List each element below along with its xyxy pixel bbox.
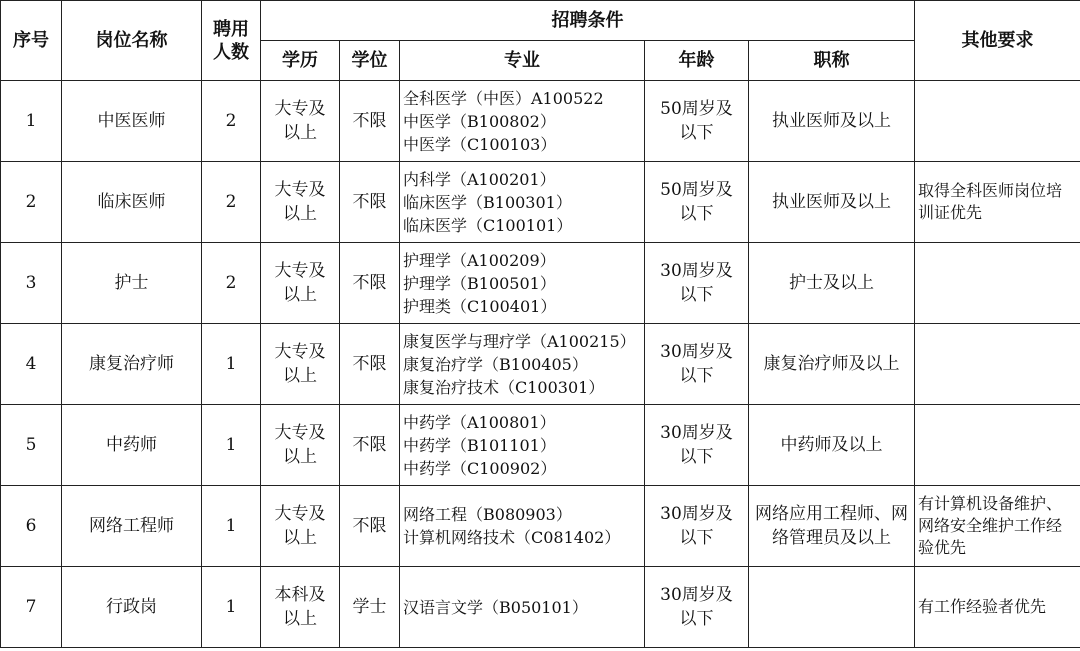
- cell-age-line: 以下: [679, 123, 714, 143]
- cell-title-line: 网络应用工程师、网: [755, 504, 908, 524]
- cell-degree: 学士: [340, 567, 400, 648]
- cell-no: 5: [1, 405, 62, 486]
- cell-age-line: 30周岁及: [660, 261, 733, 281]
- cell-major-line: 中药学（B101101）: [403, 435, 556, 455]
- table-row: [1, 567, 1080, 648]
- header-conditions: 招聘条件: [261, 1, 915, 41]
- cell-major-line: 康复医学与理疗学（A100215）: [403, 331, 636, 351]
- cell-title-line: 络管理员及以上: [772, 528, 891, 548]
- cell-title: [749, 162, 915, 243]
- cell-degree: 不限: [340, 81, 400, 162]
- cell-major-line: 临床医学（B100301）: [403, 192, 572, 212]
- cell-education: [261, 486, 340, 567]
- cell-degree: 不限: [340, 243, 400, 324]
- cell-count: 1: [202, 324, 261, 405]
- cell-other: [915, 324, 1080, 405]
- table-row: [1, 405, 1080, 486]
- cell-education-line: 以上: [283, 123, 317, 143]
- cell-title: [749, 324, 915, 405]
- cell-education: [261, 243, 340, 324]
- cell-title: [749, 567, 915, 648]
- cell-education-line: 大专及: [274, 99, 326, 119]
- header-other: 其他要求: [915, 1, 1080, 81]
- header-education: 学历: [261, 41, 340, 81]
- cell-major: [400, 243, 645, 324]
- table-row: [1, 324, 1080, 405]
- cell-post: 护士: [62, 243, 202, 324]
- cell-major: [400, 162, 645, 243]
- header-count-line1: 聘用: [213, 18, 249, 40]
- cell-major: [400, 567, 645, 648]
- cell-degree: 不限: [340, 486, 400, 567]
- cell-age-line: 50周岁及: [660, 180, 733, 200]
- header-title: 职称: [749, 41, 915, 81]
- header-no: 序号: [1, 1, 62, 81]
- cell-major: [400, 405, 645, 486]
- table-body: [1, 81, 1080, 648]
- cell-age-line: 50周岁及: [660, 99, 733, 119]
- cell-other-line: 网络安全维护工作经: [918, 516, 1063, 535]
- cell-post: 行政岗: [62, 567, 202, 648]
- cell-major-line: 中药学（C100902）: [403, 458, 557, 478]
- cell-major: [400, 486, 645, 567]
- cell-other: [915, 567, 1080, 648]
- cell-post: 中医医师: [62, 81, 202, 162]
- header-age: 年龄: [645, 41, 749, 81]
- cell-count: 2: [202, 243, 261, 324]
- cell-no: 6: [1, 486, 62, 567]
- cell-title: [749, 405, 915, 486]
- cell-education: [261, 405, 340, 486]
- cell-major: [400, 324, 645, 405]
- header-major: 专业: [400, 41, 645, 81]
- cell-other: [915, 243, 1080, 324]
- cell-education: [261, 162, 340, 243]
- cell-title-line: 执业医师及以上: [772, 111, 891, 131]
- cell-other: [915, 81, 1080, 162]
- cell-age-line: 以下: [679, 366, 714, 386]
- cell-age-line: 以下: [679, 285, 714, 305]
- cell-education-line: 大专及: [274, 423, 326, 443]
- cell-age: [645, 162, 749, 243]
- cell-age-line: 30周岁及: [660, 504, 733, 524]
- cell-major-line: 汉语言文学（B050101）: [403, 597, 588, 617]
- cell-post: 临床医师: [62, 162, 202, 243]
- cell-education-line: 以上: [283, 285, 317, 305]
- cell-age-line: 以下: [679, 204, 714, 224]
- table-row: [1, 243, 1080, 324]
- cell-major-line: 中医学（C100103）: [403, 134, 557, 154]
- cell-no: 7: [1, 567, 62, 648]
- cell-count: 1: [202, 567, 261, 648]
- cell-other: [915, 405, 1080, 486]
- cell-education-line: 大专及: [274, 342, 326, 362]
- cell-degree: 不限: [340, 162, 400, 243]
- cell-count: 2: [202, 81, 261, 162]
- cell-age: [645, 405, 749, 486]
- cell-major-line: 护理学（A100209）: [403, 250, 556, 270]
- cell-age-line: 30周岁及: [660, 423, 733, 443]
- table-row: [1, 81, 1080, 162]
- cell-count: 1: [202, 486, 261, 567]
- cell-age: [645, 243, 749, 324]
- cell-education-line: 以上: [283, 204, 317, 224]
- cell-education-line: 大专及: [274, 504, 326, 524]
- cell-title: [749, 486, 915, 567]
- cell-other: [915, 162, 1080, 243]
- cell-education-line: 本科及: [274, 585, 326, 605]
- cell-major-line: 中药学（A100801）: [403, 412, 556, 432]
- cell-no: 4: [1, 324, 62, 405]
- cell-title-line: 康复治疗师及以上: [763, 354, 900, 374]
- cell-post: 中药师: [62, 405, 202, 486]
- cell-education: [261, 324, 340, 405]
- cell-education-line: 以上: [283, 528, 317, 548]
- cell-major-line: 临床医学（C100101）: [403, 215, 573, 235]
- header-post: 岗位名称: [62, 1, 202, 81]
- cell-major-line: 网络工程（B080903）: [403, 505, 572, 524]
- cell-age-line: 30周岁及: [660, 585, 733, 605]
- cell-age: [645, 324, 749, 405]
- cell-title-line: 执业医师及以上: [772, 192, 891, 212]
- header-count: [202, 1, 261, 81]
- cell-count: 1: [202, 405, 261, 486]
- cell-major-line: 康复治疗学（B100405）: [403, 354, 588, 374]
- header-row-main: [1, 1, 1080, 41]
- cell-other-line: 取得全科医师岗位培: [918, 181, 1063, 200]
- cell-education: [261, 81, 340, 162]
- cell-title: [749, 243, 915, 324]
- cell-age-line: 以下: [679, 447, 714, 467]
- table-row: [1, 486, 1080, 567]
- cell-post: 康复治疗师: [62, 324, 202, 405]
- cell-education-line: 以上: [283, 609, 317, 629]
- cell-major-line: 护理类（C100401）: [403, 296, 557, 316]
- cell-age-line: 30周岁及: [660, 342, 733, 362]
- cell-other-line: 有计算机设备维护、: [918, 494, 1063, 513]
- cell-no: 1: [1, 81, 62, 162]
- cell-title: [749, 81, 915, 162]
- cell-major: [400, 81, 645, 162]
- cell-other: [915, 486, 1080, 567]
- cell-other-line: 有工作经验者优先: [918, 597, 1047, 616]
- cell-post: 网络工程师: [62, 486, 202, 567]
- cell-no: 3: [1, 243, 62, 324]
- cell-major-line: 计算机网络技术（C081402）: [403, 528, 621, 547]
- cell-major-line: 全科医学（中医）A100522: [403, 88, 604, 108]
- cell-age: [645, 486, 749, 567]
- cell-education-line: 以上: [283, 447, 317, 467]
- cell-age-line: 以下: [679, 528, 714, 548]
- cell-degree: 不限: [340, 324, 400, 405]
- cell-education: [261, 567, 340, 648]
- cell-education-line: 以上: [283, 366, 317, 386]
- cell-major-line: 内科学（A100201）: [403, 169, 556, 189]
- cell-age-line: 以下: [679, 609, 714, 629]
- cell-title-line: 中药师及以上: [780, 435, 883, 455]
- cell-age: [645, 567, 749, 648]
- cell-no: 2: [1, 162, 62, 243]
- cell-education-line: 大专及: [274, 261, 326, 281]
- cell-title-line: 护士及以上: [789, 273, 874, 293]
- cell-degree: 不限: [340, 405, 400, 486]
- cell-major-line: 护理学（B100501）: [403, 273, 556, 293]
- cell-count: 2: [202, 162, 261, 243]
- header-degree: 学位: [340, 41, 400, 81]
- cell-other-line: 训证优先: [918, 203, 983, 222]
- cell-other-line: 验优先: [918, 538, 967, 557]
- cell-age: [645, 81, 749, 162]
- cell-major-line: 中医学（B100802）: [403, 111, 556, 131]
- cell-education-line: 大专及: [274, 180, 326, 200]
- header-count-line2: 人数: [213, 41, 249, 63]
- cell-major-line: 康复治疗技术（C100301）: [403, 377, 605, 397]
- table-row: [1, 162, 1080, 243]
